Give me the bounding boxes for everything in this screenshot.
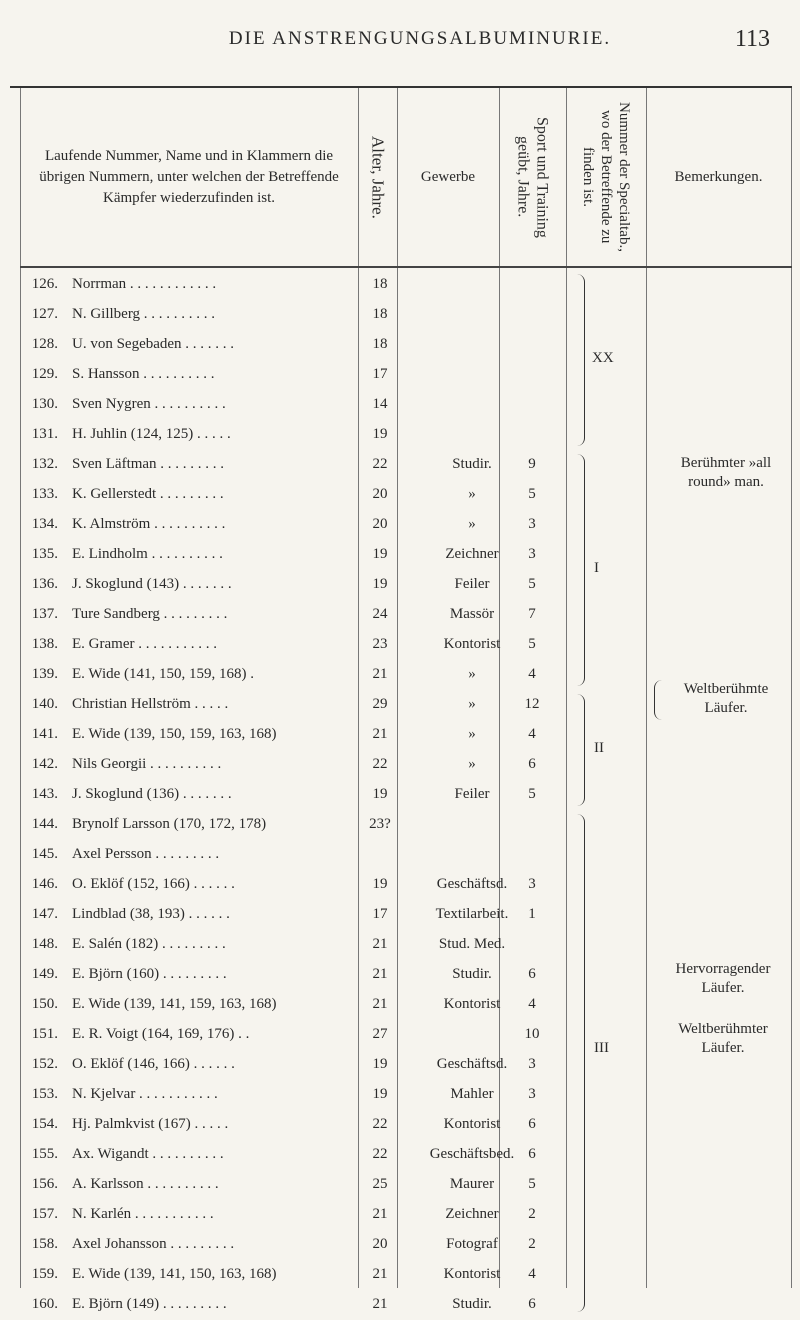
table-row [20, 1140, 792, 1170]
cell-name: Sven Läftman . . . . . . . . . [72, 456, 225, 472]
cell-num: 151. [31, 1026, 58, 1042]
cell-num: 138. [31, 636, 58, 652]
cell-num: 160. [31, 1296, 58, 1312]
cell-num: 142. [31, 756, 58, 772]
cell-num: 159. [31, 1266, 58, 1282]
cell-trade: Kontorist [443, 636, 501, 652]
cell-num: 147. [31, 906, 58, 922]
remark-hervorragender-laeufer: Hervorragender Läufer. [675, 961, 771, 996]
cell-years: 2 [528, 1206, 536, 1222]
cell-num: 155. [31, 1146, 58, 1162]
cell-years: 1 [528, 906, 536, 922]
cell-age: 23? [369, 816, 391, 832]
running-head-title: DIE ANSTRENGUNGSALBUMINURIE. [228, 28, 612, 49]
table-row [20, 540, 792, 570]
cell-num: 141. [31, 726, 58, 742]
cell-name: E. Wide (141, 150, 159, 168) . [72, 666, 255, 682]
cell-years: 10 [524, 1026, 540, 1042]
cell-years: 12 [524, 696, 540, 712]
remark-weltberuehmter-laeufer: Weltberühmter Läufer. [678, 1021, 768, 1056]
cell-name: N. Gillberg . . . . . . . . . . [72, 306, 216, 322]
cell-trade: Fotograf [446, 1236, 498, 1252]
cell-age: 21 [372, 726, 388, 742]
cell-name: E. Salén (182) . . . . . . . . . [72, 936, 226, 952]
cell-trade: Studir. [452, 456, 492, 472]
cell-age: 22 [372, 1116, 388, 1132]
cell-age: 19 [372, 876, 388, 892]
cell-trade: Geschäftsbed. [429, 1146, 515, 1162]
header-trade: Gewerbe [420, 168, 476, 185]
cell-name: E. Wide (139, 141, 159, 163, 168) [72, 996, 277, 1012]
cell-years: 3 [528, 1056, 536, 1072]
cell-age: 18 [372, 336, 388, 352]
cell-name: Ture Sandberg . . . . . . . . . [72, 606, 228, 622]
cell-age: 19 [372, 786, 388, 802]
table-row [20, 330, 792, 360]
table-row [20, 1080, 792, 1110]
group-label-i: I [594, 560, 599, 576]
cell-num: 139. [31, 666, 58, 682]
cell-trade: Studir. [452, 966, 492, 982]
cell-years: 5 [528, 486, 536, 502]
table-row [20, 870, 792, 900]
table-row [20, 360, 792, 390]
header-rule [20, 266, 792, 268]
cell-name: E. Lindholm . . . . . . . . . . [72, 546, 223, 562]
cell-name: Hj. Palmkvist (167) . . . . . [72, 1116, 229, 1132]
cell-num: 145. [31, 846, 58, 862]
cell-num: 126. [31, 276, 58, 292]
cell-num: 140. [31, 696, 58, 712]
table-row [20, 600, 792, 630]
cell-trade: » [468, 486, 476, 502]
table-row [20, 570, 792, 600]
header-age-cell [358, 88, 397, 266]
cell-name: E. Björn (149) . . . . . . . . . [72, 1296, 227, 1312]
cell-years: 3 [528, 546, 536, 562]
cell-age: 14 [372, 396, 388, 412]
cell-years: 6 [528, 1116, 536, 1132]
cell-num: 149. [31, 966, 58, 982]
cell-name: Norrman . . . . . . . . . . . . [72, 276, 217, 292]
group-label-iii: III [594, 1040, 609, 1056]
cell-trade: Studir. [452, 1296, 492, 1312]
cell-name: Lindblad (38, 193) . . . . . . [72, 906, 230, 922]
cell-name: S. Hansson . . . . . . . . . . [72, 366, 215, 382]
remark-weltberuehmte-laeufer: Weltberühmte Läufer. [683, 681, 769, 716]
cell-name: Brynolf Larsson (170, 172, 178) [72, 816, 267, 832]
cell-name: E. Gramer . . . . . . . . . . . [72, 636, 217, 652]
cell-years: 4 [528, 996, 536, 1012]
cell-name: E. R. Voigt (164, 169, 176) . . [72, 1026, 250, 1042]
cell-years: 6 [528, 1296, 536, 1312]
cell-trade: Feiler [454, 786, 490, 802]
cell-age: 21 [372, 1296, 388, 1312]
cell-name: N. Karlén . . . . . . . . . . . [72, 1206, 214, 1222]
cell-age: 21 [372, 966, 388, 982]
group-brace-iii [576, 814, 585, 1312]
cell-age: 17 [372, 366, 388, 382]
cell-age: 19 [372, 426, 388, 442]
cell-num: 130. [31, 396, 58, 412]
header-training-cell [499, 88, 566, 266]
cell-years: 5 [528, 786, 536, 802]
group-label-ii: II [594, 740, 604, 756]
cell-age: 17 [372, 906, 388, 922]
cell-age: 25 [372, 1176, 388, 1192]
table-row [20, 270, 792, 300]
cell-trade: Kontorist [443, 1266, 501, 1282]
table-row [20, 900, 792, 930]
table-row [20, 630, 792, 660]
cell-years: 4 [528, 726, 536, 742]
cell-age: 22 [372, 1146, 388, 1162]
cell-trade: Mahler [450, 1086, 494, 1102]
cell-years: 6 [528, 756, 536, 772]
group-label-xx: XX [592, 350, 614, 366]
cell-name: Nils Georgii . . . . . . . . . . [72, 756, 222, 772]
cell-num: 157. [31, 1206, 58, 1222]
cell-name: N. Kjelvar . . . . . . . . . . . [72, 1086, 218, 1102]
table-row [20, 1260, 792, 1290]
cell-num: 129. [31, 366, 58, 382]
table-row [20, 750, 792, 780]
cell-age: 27 [372, 1026, 388, 1042]
cell-years: 9 [528, 456, 536, 472]
cell-num: 137. [31, 606, 58, 622]
cell-num: 150. [31, 996, 58, 1012]
data-table [20, 88, 792, 1312]
cell-years: 3 [528, 876, 536, 892]
cell-name: J. Skoglund (143) . . . . . . . [72, 576, 232, 592]
cell-num: 128. [31, 336, 58, 352]
cell-name: A. Karlsson . . . . . . . . . . [72, 1176, 219, 1192]
cell-trade: Kontorist [443, 996, 501, 1012]
cell-num: 156. [31, 1176, 58, 1192]
cell-name: Christian Hellström . . . . . [72, 696, 229, 712]
cell-num: 152. [31, 1056, 58, 1072]
cell-trade: Zeichner [445, 546, 499, 562]
cell-name: J. Skoglund (136) . . . . . . . [72, 786, 232, 802]
cell-age: 21 [372, 996, 388, 1012]
table-row [20, 1230, 792, 1260]
cell-trade: Textilarbeit. [435, 906, 509, 922]
cell-num: 134. [31, 516, 58, 532]
table-row [20, 810, 792, 840]
cell-num: 136. [31, 576, 58, 592]
cell-years: 5 [528, 576, 536, 592]
cell-name: Sven Nygren . . . . . . . . . . [72, 396, 226, 412]
table-row [20, 720, 792, 750]
table-row [20, 840, 792, 870]
cell-age: 19 [372, 576, 388, 592]
cell-age: 18 [372, 276, 388, 292]
cell-num: 144. [31, 816, 58, 832]
cell-age: 20 [372, 516, 388, 532]
cell-years: 7 [528, 606, 536, 622]
table-row [20, 1290, 792, 1320]
group-brace-xx [576, 274, 585, 446]
cell-num: 135. [31, 546, 58, 562]
cell-name: E. Wide (139, 150, 159, 163, 168) [72, 726, 277, 742]
cell-age: 18 [372, 306, 388, 322]
cell-num: 127. [31, 306, 58, 322]
remark-brace [654, 680, 663, 720]
cell-trade: Zeichner [445, 1206, 499, 1222]
cell-trade: » [468, 726, 476, 742]
cell-name: O. Eklöf (152, 166) . . . . . . [72, 876, 235, 892]
remark-allround: Berühmter »all round» man. [680, 455, 772, 490]
cell-name: Axel Persson . . . . . . . . . [72, 846, 220, 862]
cell-name: K. Almström . . . . . . . . . . [72, 516, 226, 532]
cell-trade: Geschäftsd. [436, 1056, 508, 1072]
cell-age: 20 [372, 1236, 388, 1252]
cell-trade: Massör [449, 606, 495, 622]
cell-years: 3 [528, 516, 536, 532]
cell-age: 29 [372, 696, 388, 712]
table-row [20, 1110, 792, 1140]
cell-age: 21 [372, 1266, 388, 1282]
cell-age: 23 [372, 636, 388, 652]
group-brace-i [576, 454, 585, 686]
cell-trade: » [468, 696, 476, 712]
cell-years: 4 [528, 666, 536, 682]
cell-years: 5 [528, 1176, 536, 1192]
cell-age: 19 [372, 1086, 388, 1102]
table-row [20, 510, 792, 540]
cell-trade: Kontorist [443, 1116, 501, 1132]
table-row [20, 300, 792, 330]
cell-num: 133. [31, 486, 58, 502]
cell-age: 20 [372, 486, 388, 502]
cell-age: 22 [372, 756, 388, 772]
cell-num: 148. [31, 936, 58, 952]
cell-num: 146. [31, 876, 58, 892]
cell-num: 158. [31, 1236, 58, 1252]
header-age: Alter, Jahre. [368, 135, 388, 219]
cell-trade: » [468, 756, 476, 772]
header-table-ref-cell [566, 88, 646, 266]
table-row [20, 420, 792, 450]
cell-name: O. Eklöf (146, 166) . . . . . . [72, 1056, 235, 1072]
table-row [20, 390, 792, 420]
cell-trade: Geschäftsd. [436, 876, 508, 892]
cell-years: 3 [528, 1086, 536, 1102]
cell-name: Ax. Wigandt . . . . . . . . . . [72, 1146, 224, 1162]
running-head [0, 28, 800, 58]
header-name: Laufende Nummer, Name und in Klammern die übrigen Nummern, unter welchen der Betreffende Kämpfer wiederzufinden ist. [39, 147, 339, 206]
cell-num: 143. [31, 786, 58, 802]
cell-trade: Stud. Med. [438, 936, 506, 952]
cell-years: 6 [528, 1146, 536, 1162]
cell-num: 154. [31, 1116, 58, 1132]
cell-years: 5 [528, 636, 536, 652]
cell-name: Axel Johansson . . . . . . . . . [72, 1236, 235, 1252]
cell-age: 19 [372, 546, 388, 562]
table-row [20, 1200, 792, 1230]
cell-num: 132. [31, 456, 58, 472]
cell-trade: » [468, 516, 476, 532]
cell-name: H. Juhlin (124, 125) . . . . . [72, 426, 231, 442]
group-brace-ii [576, 694, 585, 806]
table-row [20, 780, 792, 810]
cell-trade: » [468, 666, 476, 682]
cell-name: E. Björn (160) . . . . . . . . . [72, 966, 227, 982]
cell-years: 4 [528, 1266, 536, 1282]
cell-age: 22 [372, 456, 388, 472]
cell-num: 153. [31, 1086, 58, 1102]
cell-age: 21 [372, 666, 388, 682]
cell-trade: Feiler [454, 576, 490, 592]
cell-name: U. von Segebaden . . . . . . . [72, 336, 235, 352]
cell-years: 2 [528, 1236, 536, 1252]
cell-num: 131. [31, 426, 58, 442]
header-remarks: Bemerkungen. [674, 168, 763, 185]
cell-name: E. Wide (139, 141, 150, 163, 168) [72, 1266, 277, 1282]
header-table-ref: Nummer der Specialtab., wo der Betreffende zu finden ist. [580, 102, 632, 252]
table-row [20, 1170, 792, 1200]
cell-age: 21 [372, 1206, 388, 1222]
cell-age: 24 [372, 606, 388, 622]
cell-trade: Maurer [449, 1176, 495, 1192]
cell-years: 6 [528, 966, 536, 982]
table-row [20, 930, 792, 960]
cell-age: 19 [372, 1056, 388, 1072]
cell-age: 21 [372, 936, 388, 952]
header-training: Sport und Training geübt, Jahre. [514, 116, 551, 238]
page-number: 113 [734, 26, 770, 52]
cell-name: K. Gellerstedt . . . . . . . . . [72, 486, 224, 502]
